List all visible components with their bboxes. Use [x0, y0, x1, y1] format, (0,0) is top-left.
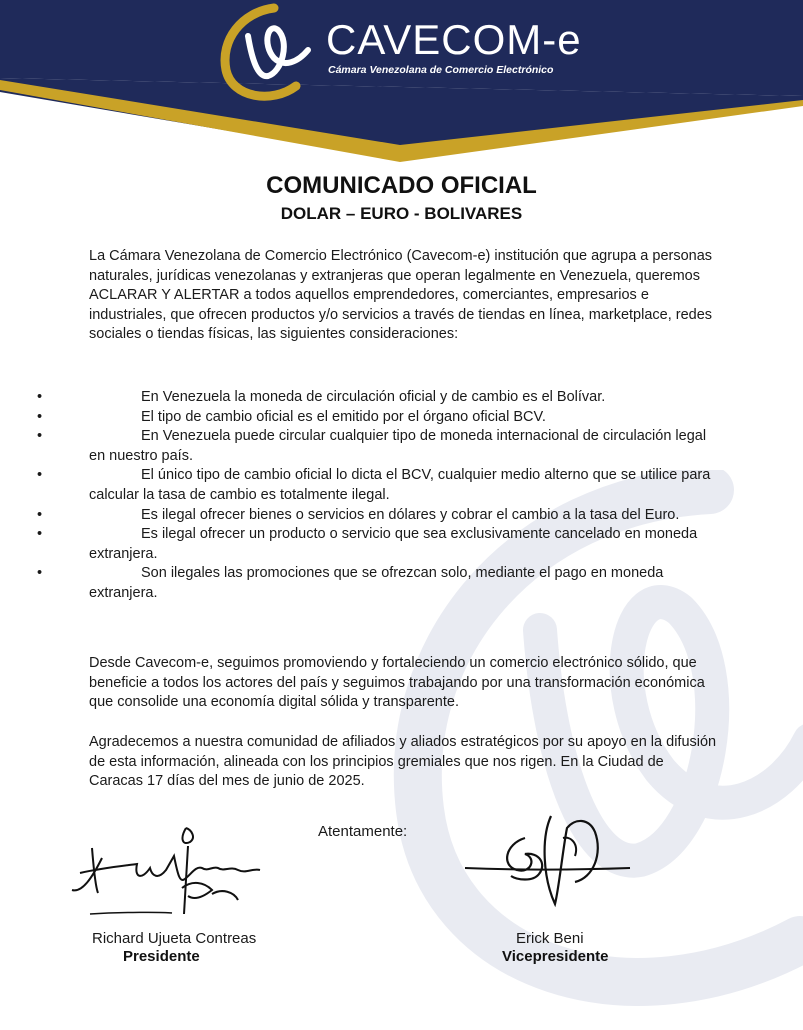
commitment-paragraph: Desde Cavecom-e, seguimos promoviendo y fortaleciendo un comercio electrónico sólido, que beneficie a todos los actores del país y seguimos trabajando por una transformación económica que consolide una economía digital sólida y transparente. [89, 655, 705, 711]
signer-role: Presidente [123, 948, 200, 965]
signer-role: Vicepresidente [502, 948, 609, 965]
signer-name: Erick Beni [516, 930, 584, 947]
document-subtitle: DOLAR – EURO - BOLIVARES [280, 204, 523, 223]
list-item: • El tipo de cambio oficial es el emitido por el órgano oficial BCV. [89, 408, 719, 428]
list-item: • En Venezuela puede circular cualquier tipo de moneda internacional de circulación legal en nuestro país. [89, 427, 719, 466]
signer-name: Richard Ujueta Contreas [92, 930, 257, 947]
cavecom-e-swirl-logo-icon [212, 0, 322, 110]
considerations-list [89, 388, 719, 604]
list-item: • Es ilegal ofrecer un producto o servicio que sea exclusivamente cancelado en moneda extranjera. [89, 525, 719, 564]
list-item: • Son ilegales las promociones que se ofrezcan solo, mediante el pago en moneda extranjera. [89, 564, 719, 603]
thanks-paragraph: Agradecemos a nuestra comunidad de afiliados y aliados estratégicos por su apoyo en la difusión de esta información, alineada con los principios gremiales que nos rigen. En la Ciudad de Caracas 17 días del mes de junio de 2025. [89, 734, 717, 790]
list-item: • Es ilegal ofrecer bienes o servicios en dólares y cobrar el cambio a la tasa del Euro. [89, 506, 719, 526]
header-banner [0, 0, 803, 170]
intro-paragraph: La Cámara Venezolana de Comercio Electrónico (Cavecom-e) institución que agrupa a personas naturales, jurídicas venezolanas y extranjeras que operan legalmente en Venezuela, queremos ACLARAR Y ALERTAR a todos aquellos emprendedores, comerciantes, empresarios e industriales, que ofrecen productos y/o servicios a través de tiendas en línea, marketplace, redes sociales o tiendas físicas, las siguientes consideraciones: [89, 248, 713, 343]
list-item: • En Venezuela la moneda de circulación oficial y de cambio es el Bolívar. [89, 388, 719, 408]
closing-salutation: Atentamente: [318, 823, 408, 840]
signature-president [62, 818, 282, 928]
document-title: COMUNICADO OFICIAL [266, 172, 537, 199]
brand-tagline: Cámara Venezolana de Comercio Electrónico [328, 64, 554, 76]
brand-name: CAVECOM-e [326, 16, 582, 63]
signature-vicepresident [455, 808, 635, 918]
list-item: • El único tipo de cambio oficial lo dicta el BCV, cualquier medio alterno que se utilice para calcular la tasa de cambio es totalmente ilegal. [89, 466, 719, 505]
